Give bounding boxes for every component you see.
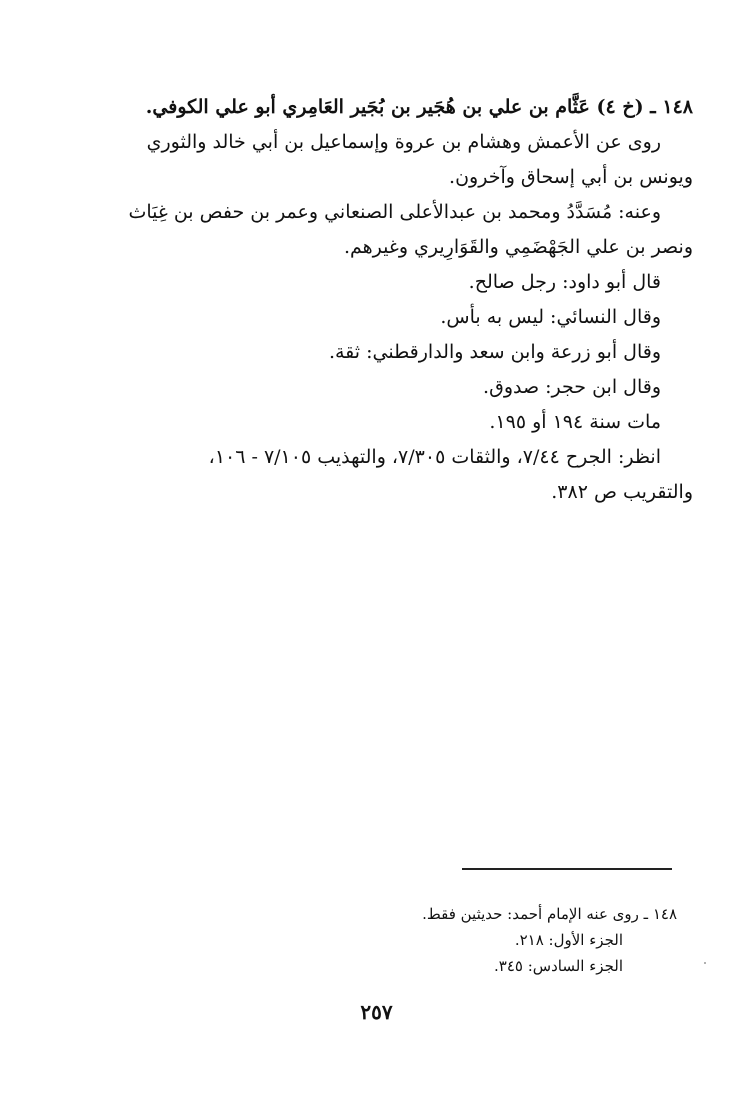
entry-line-references: انظر: الجرح ٧/٤٤، والثقات ٧/٣٠٥، والتهذيب ٧/١٠٥ - ١٠٦، (208, 446, 661, 468)
entry-line-abu-zura: وقال أبو زرعة وابن سعد والدارقطني: ثقة. (328, 341, 661, 363)
footnote-line-2: الجزء الأول: ٢١٨. (514, 931, 623, 949)
entry-line-narrators-from: روى عن الأعمش وهشام بن عروة وإسماعيل بن أبي خالد والثوري (146, 131, 661, 153)
entry-line-death: مات سنة ١٩٤ أو ١٩٥. (489, 411, 661, 433)
footnote-line-1: ١٤٨ ـ روى عنه الإمام أحمد: حديثين فقط. (422, 905, 677, 923)
entry-line-narrators-from-cont: ويونس بن أبي إسحاق وآخرون. (449, 166, 693, 188)
footnote-line-3: الجزء السادس: ٣٤٥. (494, 957, 623, 975)
scan-speck (704, 962, 706, 964)
page-number: ٢٥٧ (360, 1000, 393, 1024)
entry-line-narrators-to-cont: ونصر بن علي الجَهْضَمِي والقَوَارِيري وغيرهم. (343, 236, 693, 258)
entry-line-abu-dawud: قال أبو داود: رجل صالح. (468, 271, 661, 293)
entry-line-nasai: وقال النسائي: ليس به بأس. (440, 306, 661, 328)
entry-line-ibn-hajar: وقال ابن حجر: صدوق. (483, 376, 661, 398)
entry-line-references-cont: والتقريب ص ٣٨٢. (551, 481, 693, 503)
entry-heading: ١٤٨ ـ (خ ٤) عَثَّام بن علي بن هُجَير بن بُجَير العَامِري أبو علي الكوفي. (145, 96, 693, 118)
footnote-separator (462, 868, 672, 870)
entry-line-narrators-to: وعنه: مُسَدَّدُ ومحمد بن عبدالأعلى الصنعاني وعمر بن حفص بن غِيَاث (128, 201, 661, 223)
